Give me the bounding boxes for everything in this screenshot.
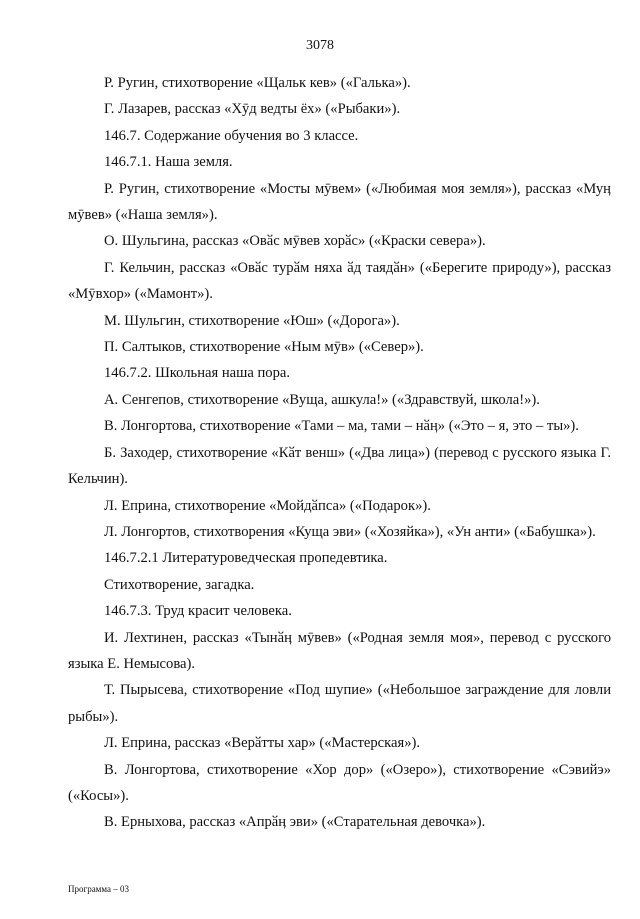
page-footer: Программа – 03 (68, 884, 130, 894)
paragraph: О. Шульгина, рассказ «Овӑс мӯвев хорӑс» («Краски севера»). (104, 233, 486, 250)
paragraph: Р. Ругин, стихотворение «Щальк кев» («Галька»). (104, 75, 411, 91)
paragraph: Т. Пырысева, стихотворение «Под шупие» («Небольшое заграждение для ловли рыбы»). (68, 682, 611, 725)
subsection-heading: 146.7.2. Школьная наша пора. (104, 365, 291, 382)
paragraph: Г. Кельчин, рассказ «Овӑс турӑм няха ӑд таядӑн» («Берегите природу»), рассказ «Мӯвхор» («Мамонт»). (68, 259, 611, 303)
section-heading: 146.7. Содержание обучения во 3 классе. (104, 127, 359, 144)
paragraph: П. Салтыков, стихотворение «Ным мӯв» («Север»). (104, 339, 424, 356)
paragraph: А. Сенгепов, стихотворение «Вуща, ашкула!» («Здравствуй, школа!»). (104, 391, 540, 408)
paragraph: М. Шульгин, стихотворение «Юш» («Дорога»). (104, 312, 400, 329)
subsection-heading: 146.7.2.1 Литературоведческая пропедевтика. (104, 550, 388, 567)
paragraph: В. Лонгортова, стихотворение «Тами – ма, тами – нӑӊ» («Это – я, это – ты»). (104, 418, 579, 435)
paragraph: Б. Заходер, стихотворение «Кӑт венш» («Два лица») (перевод с русского языка Г. Кельчин). (68, 444, 611, 488)
document-body (68, 70, 611, 836)
subsection-heading: 146.7.1. Наша земля. (104, 154, 233, 171)
paragraph: Р. Ругин, стихотворение «Мосты мӯвем» («Любимая моя земля»), рассказ «Муӊ мӯвев» («Наша земля»). (68, 180, 611, 224)
paragraph: В. Ерныхова, рассказ «Апрӑӊ эви» («Старательная девочка»). (104, 814, 486, 831)
paragraph: И. Лехтинен, рассказ «Тынӑӊ мӯвев» («Родная земля моя», перевод с русского языка Е. Немысова). (68, 629, 611, 672)
paragraph: В. Лонгортова, стихотворение «Хор дор» («Озеро»), стихотворение «Сэвийэ» («Косы»). (68, 761, 611, 804)
paragraph: Г. Лазарев, рассказ «Хӯд ведты ёх» («Рыбаки»). (104, 101, 401, 118)
paragraph: Л. Еприна, рассказ «Верӑтты хар» («Мастерская»). (104, 735, 420, 752)
paragraph: Л. Лонгортов, стихотворения «Куща эви» («Хозяйка»), «Ун анти» («Бабушка»). (104, 523, 596, 540)
paragraph: Л. Еприна, стихотворение «Мойдӑпса» («Подарок»). (104, 497, 431, 514)
page-number: 3078 (306, 38, 334, 53)
paragraph: Стихотворение, загадка. (104, 576, 255, 593)
subsection-heading: 146.7.3. Труд красит человека. (104, 603, 292, 620)
